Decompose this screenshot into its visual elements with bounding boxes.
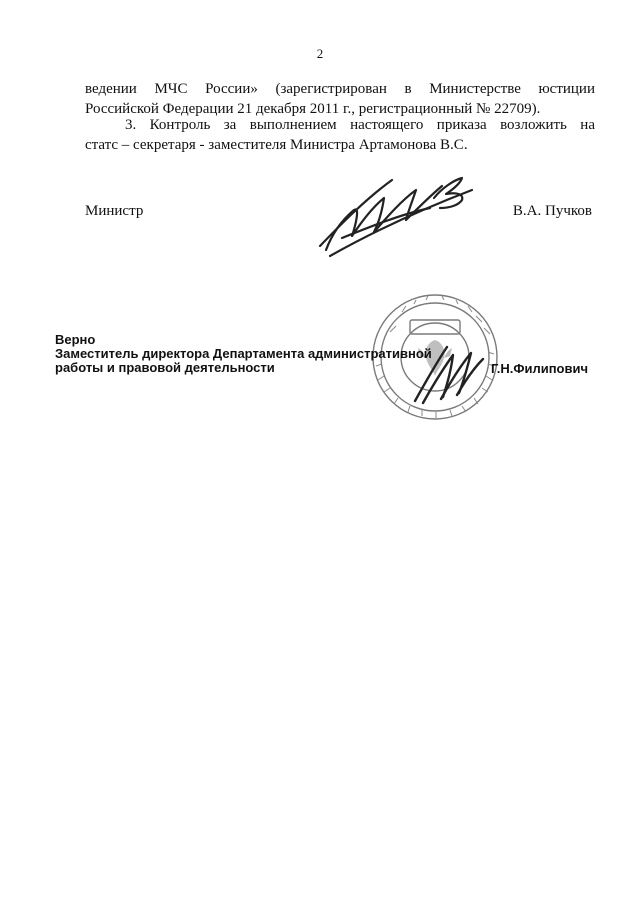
paragraph-2-line-2: статс – секретаря - заместителя Министра Артамонова В.С. — [85, 137, 468, 153]
minister-name: В.А. Пучков — [512, 203, 592, 219]
certifier-position-line-2: работы и правовой деятельности — [55, 360, 275, 375]
certification-block — [55, 333, 432, 375]
certifier-position-line-1: Заместитель директора Департамента административной — [55, 346, 432, 361]
paragraph-2-line-1: 3. Контроль за выполнением настоящего приказа возложить на — [125, 117, 595, 133]
minister-signature — [312, 168, 482, 258]
minister-title: Министр — [85, 203, 144, 219]
page-number: 2 — [316, 46, 324, 61]
paragraph-1-line-2: Российской Федерации 21 декабря 2011 г., регистрационный № 22709). — [85, 101, 541, 117]
paragraph-1-line-1: ведении МЧС России» (зарегистрирован в Министерстве юстиции — [85, 81, 595, 97]
certifier-name: Г.Н.Филипович — [491, 361, 589, 376]
paragraph-1 — [85, 79, 595, 119]
paragraph-2 — [85, 115, 595, 155]
verno-label: Верно — [55, 332, 96, 347]
